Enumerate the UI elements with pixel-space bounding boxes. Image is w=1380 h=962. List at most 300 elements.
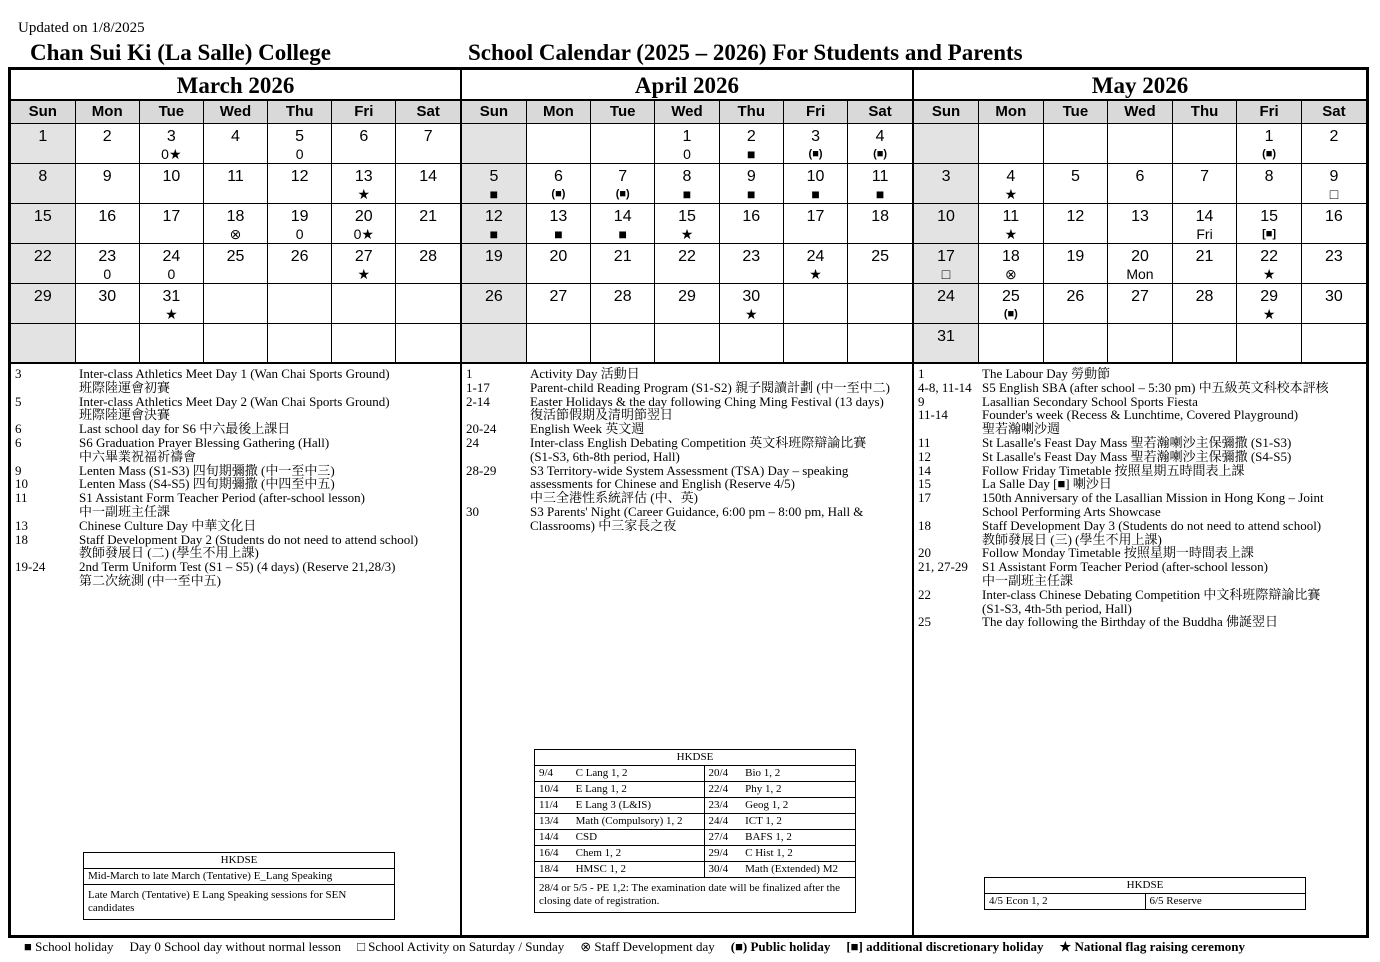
day-number: 2 <box>102 127 112 145</box>
day-number: 31 <box>162 287 181 305</box>
day-number: 11 <box>871 167 889 185</box>
event-text <box>79 464 460 478</box>
weekday-header: Mon <box>75 101 139 123</box>
day-marker: 0★ <box>353 225 374 242</box>
legend-item: □ School Activity on Saturday / Sunday <box>357 939 565 954</box>
event-line: assessments for Chinese and English (Reserve 4/5) <box>530 476 796 492</box>
day-cell <box>719 243 783 283</box>
event-text <box>530 395 912 423</box>
day-cell <box>914 123 979 163</box>
event-line: Follow Friday Timetable 按照星期五時間表上課 <box>982 462 1245 478</box>
event-text <box>79 436 460 464</box>
day-number: 14 <box>419 167 438 185</box>
event-date: 21, 27-29 <box>918 559 968 575</box>
day-number: 24 <box>806 247 825 265</box>
hkdse-table <box>534 749 856 913</box>
event-item <box>11 477 460 491</box>
day-number <box>268 288 331 305</box>
day-number: 3 <box>811 127 820 145</box>
event-item <box>11 464 460 478</box>
event-date: 9 <box>918 393 925 409</box>
day-number: 29 <box>678 287 696 305</box>
day-cell <box>655 123 719 163</box>
event-item <box>11 560 460 588</box>
day-cell <box>979 243 1044 283</box>
day-cell <box>75 243 139 283</box>
event-line: 150th Anniversary of the Lasallian Mission in Hong Kong – Joint <box>982 490 1324 506</box>
day-number <box>1044 328 1108 345</box>
day-cell <box>268 283 332 323</box>
day-marker: ■ <box>747 185 756 202</box>
event-item <box>11 491 460 519</box>
event-item <box>914 615 1366 629</box>
event-date: 25 <box>918 614 931 630</box>
hkdse-row <box>535 830 856 846</box>
event-line: 聖若瀚喇沙週 <box>982 421 1061 437</box>
event-line: Staff Development Day 3 (Students do not need to attend school) <box>982 517 1322 533</box>
day-number: 25 <box>1001 287 1020 305</box>
day-number <box>11 328 75 345</box>
day-cell <box>848 163 912 203</box>
event-line: The Labour Day 勞動節 <box>982 366 1111 381</box>
event-text <box>530 464 912 505</box>
hkdse-cell: Math (Compulsory) 1, 2 <box>572 814 704 830</box>
month-panel-march <box>8 67 462 938</box>
event-item <box>462 422 912 436</box>
event-item <box>914 367 1366 381</box>
event-text <box>982 615 1366 629</box>
day-number <box>1044 128 1108 145</box>
event-date: 15 <box>918 476 931 492</box>
event-date: 1 <box>918 366 925 381</box>
day-cell <box>75 163 139 203</box>
event-line: Chinese Culture Day 中華文化日 <box>79 517 257 533</box>
day-cell <box>396 283 460 323</box>
weekday-header: Sun <box>462 101 526 123</box>
day-cell <box>1043 323 1108 363</box>
hkdse-cell: 27/4 <box>704 830 741 846</box>
day-cell <box>1108 283 1173 323</box>
event-item <box>462 464 912 505</box>
event-line: 中三全港性系統評估 (中、英) <box>530 490 698 506</box>
event-text <box>982 408 1366 436</box>
day-number: 19 <box>290 207 309 225</box>
day-number: 4 <box>1006 167 1016 185</box>
day-cell <box>783 163 847 203</box>
day-number: 13 <box>549 207 568 225</box>
event-line: S1 Assistant Form Teacher Period (after-school lesson) <box>79 490 365 506</box>
day-cell <box>268 203 332 243</box>
hkdse-cell: 29/4 <box>704 846 741 862</box>
day-number: 10 <box>806 167 825 185</box>
day-cell <box>75 203 139 243</box>
day-number: 5 <box>1070 167 1080 185</box>
day-number <box>784 328 847 345</box>
event-item <box>11 422 460 436</box>
event-line: 班際陸運會決賽 <box>79 407 171 423</box>
day-number: 22 <box>678 247 696 265</box>
day-cell <box>848 123 912 163</box>
day-marker: ★ <box>165 305 178 322</box>
day-cell <box>655 323 719 363</box>
event-item <box>462 436 912 464</box>
day-cell <box>1301 243 1366 283</box>
event-line: Classrooms) 中三家長之夜 <box>530 517 677 533</box>
day-number: 16 <box>1325 207 1343 225</box>
event-date: 1 <box>466 366 473 381</box>
event-item <box>462 505 912 533</box>
day-cell <box>139 203 203 243</box>
day-number: 11 <box>1002 207 1020 225</box>
month-panel-may <box>912 67 1369 938</box>
day-marker: [■] <box>1262 227 1277 240</box>
event-date: 19-24 <box>15 559 46 575</box>
day-cell <box>139 323 203 363</box>
weekday-header: Fri <box>1237 101 1302 123</box>
day-cell <box>783 243 847 283</box>
day-cell <box>719 203 783 243</box>
day-number <box>396 328 460 345</box>
day-marker: (■) <box>808 147 823 160</box>
day-cell <box>526 203 590 243</box>
week-row <box>11 203 460 243</box>
hkdse-cell: C Hist 1, 2 <box>741 846 855 862</box>
event-text <box>982 450 1366 464</box>
day-number: 14 <box>1195 207 1214 225</box>
event-item <box>11 367 460 395</box>
week-row <box>914 163 1366 203</box>
day-cell <box>11 283 75 323</box>
day-marker: 0 <box>167 265 176 282</box>
day-number <box>848 288 912 305</box>
calendar-title: School Calendar (2025 – 2026) For Students and Parents <box>468 40 1023 65</box>
event-item <box>914 588 1366 616</box>
week-row <box>462 283 912 323</box>
day-number: 30 <box>1325 287 1343 305</box>
day-cell <box>655 203 719 243</box>
event-line: S3 Territory-wide System Assessment (TSA) Day – speaking <box>530 462 849 478</box>
day-cell <box>1237 123 1302 163</box>
event-item <box>914 546 1366 560</box>
hkdse-row: Late March (Tentative) E Lang Speaking sessions for SEN candidates <box>84 885 395 920</box>
day-number: 20 <box>549 247 568 265</box>
day-number: 25 <box>871 247 889 265</box>
day-number: 10 <box>162 167 181 185</box>
day-number <box>527 328 590 345</box>
weekday-header: Sun <box>914 101 979 123</box>
day-marker: ★ <box>1004 185 1018 202</box>
weekday-header: Mon <box>979 101 1044 123</box>
day-cell <box>396 123 460 163</box>
hkdse-cell: 16/4 <box>535 846 572 862</box>
day-cell <box>268 323 332 363</box>
week-row <box>11 323 460 363</box>
day-number <box>979 128 1043 145</box>
day-cell <box>719 283 783 323</box>
hkdse-cell: E Lang 1, 2 <box>572 782 704 798</box>
day-cell <box>203 323 267 363</box>
event-item <box>914 450 1366 464</box>
event-text <box>982 477 1366 491</box>
event-date: 18 <box>15 531 28 547</box>
day-number: 19 <box>1066 247 1085 265</box>
week-row <box>11 283 460 323</box>
event-date: 6 <box>15 421 22 437</box>
day-cell <box>979 283 1044 323</box>
day-number: 3 <box>941 167 951 185</box>
event-item <box>11 533 460 561</box>
day-number: 3 <box>166 127 176 145</box>
updated-date: Updated on 1/8/2025 <box>18 20 145 36</box>
day-number <box>1237 328 1301 345</box>
day-number: 31 <box>937 327 955 345</box>
event-date: 11 <box>918 434 931 450</box>
day-number <box>396 288 460 305</box>
day-marker: 0 <box>295 145 304 162</box>
hkdse-cell: C Lang 1, 2 <box>572 766 704 782</box>
hkdse-cell: ICT 1, 2 <box>741 814 855 830</box>
month-grid <box>462 101 912 364</box>
event-item <box>914 477 1366 491</box>
day-marker: ■ <box>875 185 885 202</box>
event-date: 4-8, 11-14 <box>918 379 972 395</box>
event-line: Parent-child Reading Program (S1-S2) 親子閱讀計劃 (中一至中二) <box>530 379 890 395</box>
day-number <box>914 128 978 145</box>
day-number: 14 <box>613 207 632 225</box>
day-cell <box>1237 203 1302 243</box>
day-cell <box>1108 203 1173 243</box>
event-item <box>914 395 1366 409</box>
day-number: 8 <box>1264 167 1274 185</box>
day-cell <box>11 163 75 203</box>
week-row <box>462 243 912 283</box>
event-date: 3 <box>15 366 22 381</box>
day-number: 27 <box>549 287 568 305</box>
week-row <box>11 163 460 203</box>
day-cell <box>1172 243 1237 283</box>
day-cell <box>139 123 203 163</box>
day-number: 27 <box>1131 287 1149 305</box>
event-text <box>79 519 460 533</box>
event-text <box>79 491 460 519</box>
day-marker: 0 <box>683 145 691 162</box>
hkdse-cell: 11/4 <box>535 798 572 814</box>
day-cell <box>914 243 979 283</box>
hkdse-cell: 30/4 <box>704 862 741 878</box>
day-cell <box>1043 243 1108 283</box>
day-number <box>655 328 718 345</box>
event-line: 2nd Term Uniform Test (S1 – S5) (4 days) (Reserve 21,28/3) <box>79 559 396 575</box>
day-number <box>527 128 590 145</box>
day-cell <box>655 283 719 323</box>
day-marker: ⊗ <box>229 225 242 242</box>
day-cell <box>139 243 203 283</box>
event-item <box>914 560 1366 588</box>
week-row <box>914 283 1366 323</box>
day-cell <box>332 203 396 243</box>
day-marker: ■ <box>489 185 499 202</box>
day-cell <box>75 123 139 163</box>
event-date: 18 <box>918 517 931 533</box>
weekday-header: Wed <box>655 101 719 123</box>
day-number: 26 <box>1066 287 1085 305</box>
week-row <box>462 163 912 203</box>
hkdse-cell: Bio 1, 2 <box>741 766 855 782</box>
day-number: 20 <box>1131 247 1149 265</box>
day-cell <box>655 163 719 203</box>
school-name: Chan Sui Ki (La Salle) College <box>30 40 331 65</box>
day-number: 9 <box>1329 167 1339 185</box>
day-cell <box>1172 163 1237 203</box>
day-number <box>204 328 267 345</box>
event-text <box>982 367 1366 381</box>
day-cell <box>462 123 526 163</box>
day-number: 22 <box>1260 247 1278 265</box>
day-marker: Mon <box>1126 265 1154 282</box>
day-number <box>332 288 395 305</box>
day-cell <box>268 123 332 163</box>
day-marker: ★ <box>357 265 371 282</box>
event-line: Lenten Mass (S4-S5) 四旬期彌撒 (中四至中五) <box>79 476 335 492</box>
weekday-header: Wed <box>1108 101 1173 123</box>
day-cell <box>979 323 1044 363</box>
day-cell <box>462 243 526 283</box>
day-number: 13 <box>354 167 373 185</box>
day-number <box>1108 328 1172 345</box>
day-marker: ★ <box>1004 225 1018 242</box>
event-line: Inter-class English Debating Competition 英文科班際辯論比賽 <box>530 434 867 450</box>
day-cell <box>526 323 590 363</box>
day-cell <box>591 123 655 163</box>
day-cell <box>848 243 912 283</box>
day-number: 7 <box>423 127 433 145</box>
day-number: 1 <box>1264 127 1274 145</box>
day-cell <box>783 323 847 363</box>
day-marker: ★ <box>357 185 371 202</box>
event-date: 17 <box>918 490 931 506</box>
weekday-header: Fri <box>783 101 847 123</box>
week-row <box>462 203 912 243</box>
day-number: 12 <box>484 207 503 225</box>
day-number: 12 <box>1066 207 1085 225</box>
weekday-header: Tue <box>139 101 203 123</box>
event-line: Activity Day 活動日 <box>530 366 640 381</box>
event-text <box>530 367 912 381</box>
event-line: 中一副班主任課 <box>982 572 1074 588</box>
day-number: 8 <box>38 167 48 185</box>
day-cell <box>1108 123 1173 163</box>
week-row <box>462 323 912 363</box>
event-line: 教師發展日 (二) (學生不用上課) <box>79 545 259 561</box>
hkdse-cell: 14/4 <box>535 830 572 846</box>
day-marker: 0 <box>295 225 304 242</box>
event-line: Inter-class Athletics Meet Day 2 (Wan Chai Sports Ground) <box>79 393 390 409</box>
legend-item: ■ School holiday <box>24 939 114 954</box>
day-number: 28 <box>613 287 632 305</box>
day-cell <box>268 163 332 203</box>
day-number: 18 <box>226 207 245 225</box>
hkdse-title: HKDSE <box>985 878 1306 894</box>
event-date: 28-29 <box>466 462 497 478</box>
day-cell <box>203 163 267 203</box>
day-cell <box>332 123 396 163</box>
day-cell <box>1237 163 1302 203</box>
week-row <box>914 243 1366 283</box>
day-cell <box>526 283 590 323</box>
event-date: 5 <box>15 393 22 409</box>
event-date: 10 <box>15 476 28 492</box>
hkdse-row <box>535 798 856 814</box>
event-item <box>914 519 1366 547</box>
event-date: 1-17 <box>466 379 490 395</box>
event-line: Staff Development Day 2 (Students do not need to attend school) <box>79 531 419 547</box>
event-date: 6 <box>15 434 22 450</box>
day-cell <box>591 243 655 283</box>
day-number: 18 <box>871 207 889 225</box>
hkdse-cell: 9/4 <box>535 766 572 782</box>
day-marker: (■) <box>551 187 566 200</box>
day-number <box>76 328 139 345</box>
day-cell <box>396 323 460 363</box>
day-cell <box>1043 123 1108 163</box>
weekday-header: Mon <box>526 101 590 123</box>
day-cell <box>914 323 979 363</box>
day-marker: (■) <box>1003 307 1018 320</box>
day-marker: □ <box>941 265 951 282</box>
day-number <box>1173 128 1237 145</box>
day-number: 12 <box>290 167 309 185</box>
day-cell <box>396 163 460 203</box>
weekday-header: Fri <box>332 101 396 123</box>
day-cell <box>462 283 526 323</box>
day-number: 9 <box>102 167 112 185</box>
day-marker: (■) <box>1262 147 1277 160</box>
day-cell <box>526 123 590 163</box>
day-marker: (■) <box>873 147 888 160</box>
day-number: 6 <box>359 127 369 145</box>
week-row <box>914 203 1366 243</box>
day-cell <box>11 203 75 243</box>
event-item <box>11 519 460 533</box>
hkdse-cell: HMSC 1, 2 <box>572 862 704 878</box>
day-cell <box>1108 243 1173 283</box>
event-line: (S1-S3, 6th-8th period, Hall) <box>530 448 680 464</box>
day-number: 8 <box>682 167 692 185</box>
event-line: S6 Graduation Prayer Blessing Gathering (Hall) <box>79 434 330 450</box>
event-text <box>79 533 460 561</box>
day-number: 22 <box>33 247 52 265</box>
day-cell <box>591 163 655 203</box>
hkdse-title: HKDSE <box>84 853 395 869</box>
day-number <box>1173 328 1237 345</box>
day-marker: ■ <box>554 225 563 242</box>
day-number <box>462 328 526 345</box>
day-number: 21 <box>419 207 438 225</box>
event-text <box>982 491 1366 519</box>
event-text <box>79 367 460 395</box>
event-line: 班際陸運會初賽 <box>79 379 171 395</box>
event-line: 中一副班主任課 <box>79 503 171 519</box>
day-number: 23 <box>1325 247 1343 265</box>
event-date: 24 <box>466 434 479 450</box>
day-number <box>268 328 331 345</box>
day-marker: ★ <box>744 305 758 322</box>
event-item <box>462 395 912 423</box>
day-cell <box>719 323 783 363</box>
month-title: May 2026 <box>914 70 1366 101</box>
day-number: 17 <box>806 207 825 225</box>
day-cell <box>11 243 75 283</box>
